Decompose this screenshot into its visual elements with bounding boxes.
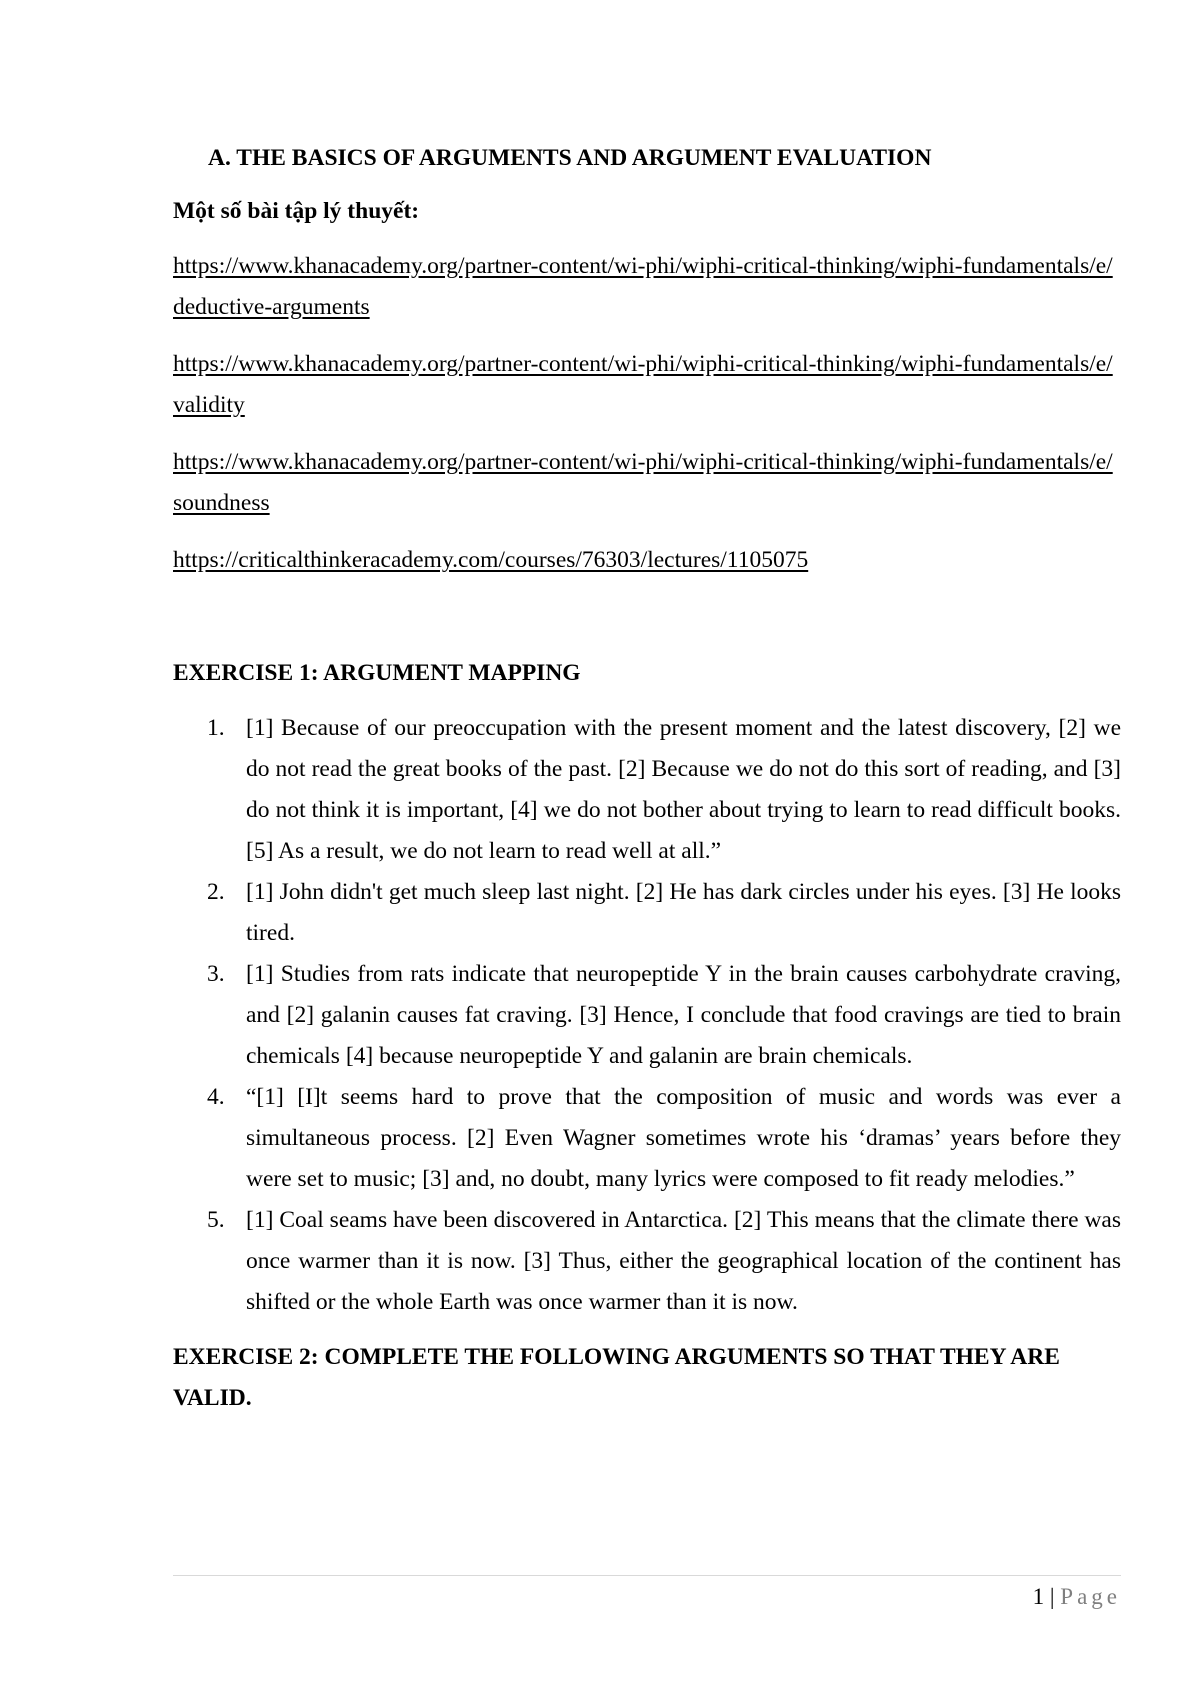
item-text: [1] Coal seams have been discovered in Antarctica. [2] This means that the climate there was once warmer than it is now. [3] Thus, either the geographical location of the continent has shifted or the whole Earth was once warmer than it is now. bbox=[246, 1207, 1121, 1315]
link-paragraph bbox=[173, 540, 1121, 581]
exercise-2-title: EXERCISE 2: COMPLETE THE FOLLOWING ARGUMENTS SO THAT THEY ARE VALID. bbox=[173, 1344, 1060, 1411]
link-paragraph bbox=[173, 344, 1121, 426]
exercise-1-title: EXERCISE 1: ARGUMENT MAPPING bbox=[173, 660, 581, 686]
item-number: 4. bbox=[207, 1084, 225, 1110]
exercise-item bbox=[173, 1200, 1121, 1323]
item-text: [1] Studies from rats indicate that neuropeptide Y in the brain causes carbohydrate craving, and [2] galanin causes fat craving. [3] Hence, I conclude that food cravings are tied to brain chemicals [4] because neuropeptide Y and galanin are brain chemicals. bbox=[246, 961, 1121, 1069]
section-heading: A. THE BASICS OF ARGUMENTS AND ARGUMENT EVALUATION bbox=[208, 145, 932, 171]
link-critical-thinker-academy[interactable]: https://criticalthinkeracademy.com/courses/76303/lectures/1105075 bbox=[173, 547, 809, 573]
exercise-item bbox=[173, 708, 1121, 872]
link-soundness[interactable]: https://www.khanacademy.org/partner-content/wi-phi/wiphi-critical-thinking/wiphi-fundamentals/e/soundness bbox=[173, 449, 1113, 516]
footer-separator: | bbox=[1049, 1584, 1055, 1609]
page-content bbox=[173, 138, 1121, 1433]
link-validity[interactable]: https://www.khanacademy.org/partner-content/wi-phi/wiphi-critical-thinking/wiphi-fundamentals/e/validity bbox=[173, 351, 1113, 418]
exercise-1-list bbox=[173, 708, 1121, 1323]
item-text: [1] John didn't get much sleep last night. [2] He has dark circles under his eyes. [3] He looks tired. bbox=[246, 879, 1121, 946]
page-footer bbox=[173, 1575, 1121, 1612]
page-label: Page bbox=[1060, 1584, 1121, 1609]
item-number: 1. bbox=[207, 715, 225, 741]
exercise-item bbox=[173, 954, 1121, 1077]
exercise-item bbox=[173, 872, 1121, 954]
page-number: 1 bbox=[1032, 1584, 1045, 1609]
item-text: “[1] [I]t seems hard to prove that the composition of music and words was ever a simultaneous process. [2] Even Wagner sometimes wrote his ‘dramas’ years before they were set to music; [3] and, no doubt, many lyrics were composed to fit ready melodies.” bbox=[246, 1084, 1121, 1192]
link-paragraph bbox=[173, 442, 1121, 524]
item-number: 5. bbox=[207, 1207, 225, 1233]
exercise-item bbox=[173, 1077, 1121, 1200]
item-number: 2. bbox=[207, 879, 225, 905]
item-text: [1] Because of our preoccupation with the present moment and the latest discovery, [2] we do not read the great books of the past. [2] Because we do not do this sort of reading, and [3] do not think it is important, [4] we do not bother about trying to learn to read difficult books. [5] As a result, we do not learn to read well at all.” bbox=[246, 715, 1121, 864]
link-deductive-arguments[interactable]: https://www.khanacademy.org/partner-content/wi-phi/wiphi-critical-thinking/wiphi-fundamentals/e/deductive-arguments bbox=[173, 253, 1113, 320]
theory-exercises-label: Một số bài tập lý thuyết: bbox=[173, 198, 420, 224]
link-paragraph bbox=[173, 246, 1121, 328]
item-number: 3. bbox=[207, 961, 225, 987]
